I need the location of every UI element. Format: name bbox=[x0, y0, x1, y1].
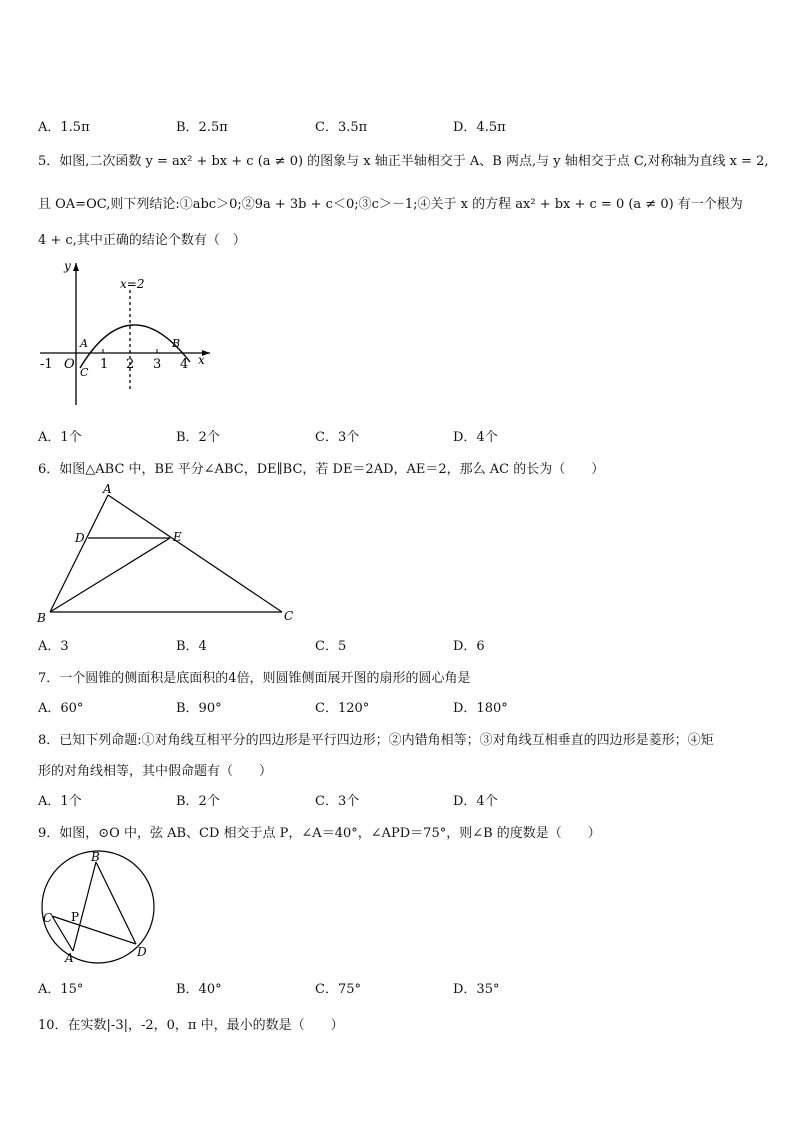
tick-1: 1 bbox=[100, 357, 109, 372]
q5-line2: 且 OA=OC,则下列结论:①abc＞0;②9a + 3b + c＜0;③c＞－1;④关于 x 的方程 ax² + bx + c = 0 (a ≠ 0) 有一个根为 bbox=[38, 197, 743, 212]
axis-x-label: x bbox=[198, 353, 205, 367]
point-b: B bbox=[37, 611, 46, 625]
triangle-figure bbox=[30, 478, 310, 628]
option-b: B．90° bbox=[176, 701, 222, 716]
q8-line2: 形的对角线相等，其中假命题有（ ） bbox=[38, 764, 273, 779]
q8-line1: 8．已知下列命题:①对角线互相平分的四边形是平行四边形；②内错角相等；③对角线互相垂直的四边形是菱形；④矩 bbox=[38, 733, 714, 748]
point-b: B bbox=[91, 850, 100, 864]
option-d: D．4.5π bbox=[453, 120, 506, 135]
q7-text: 7．一个圆锥的侧面积是底面积的4倍，则圆锥侧面展开图的扇形的圆心角是 bbox=[38, 671, 471, 686]
option-a: A．60° bbox=[38, 701, 84, 716]
origin-label: O bbox=[64, 357, 75, 372]
point-a-label: A bbox=[80, 337, 88, 350]
point-a: A bbox=[103, 482, 112, 496]
chord-cd bbox=[52, 916, 136, 944]
option-a: A．1个 bbox=[38, 430, 82, 445]
option-a: A．1个 bbox=[38, 794, 82, 809]
point-c: C bbox=[43, 911, 53, 925]
q5-line3: 4 + c,其中正确的结论个数有（ ） bbox=[38, 233, 246, 248]
option-d: D．4个 bbox=[453, 794, 498, 809]
option-d: D．180° bbox=[453, 701, 508, 716]
point-c-label: C bbox=[80, 366, 89, 379]
point-b-label: B bbox=[172, 337, 181, 350]
segment-bd bbox=[96, 862, 136, 944]
option-a: A．1.5π bbox=[38, 120, 90, 135]
point-p: P bbox=[71, 910, 80, 924]
tick-4: 4 bbox=[180, 357, 189, 372]
point-a: A bbox=[65, 951, 74, 965]
option-b: B．4 bbox=[176, 639, 207, 654]
tick-3: 3 bbox=[153, 357, 162, 372]
chord-ab bbox=[73, 862, 96, 951]
option-d: D．35° bbox=[453, 982, 500, 997]
side-ac bbox=[108, 495, 282, 612]
axis-y-label: y bbox=[64, 259, 71, 273]
parabola-figure bbox=[38, 255, 218, 415]
option-c: C．5 bbox=[315, 639, 347, 654]
option-d: D．6 bbox=[453, 639, 485, 654]
option-c: C．3个 bbox=[315, 430, 360, 445]
circle-figure bbox=[38, 848, 168, 968]
option-b: B．2个 bbox=[176, 430, 220, 445]
q9-text: 9．如图，⊙O 中，弦 AB、CD 相交于点 P，∠A＝40°，∠APD＝75°，则∠B 的度数是（ ） bbox=[38, 826, 601, 841]
option-c: C．3个 bbox=[315, 794, 360, 809]
option-a: A．15° bbox=[38, 982, 84, 997]
point-d: D bbox=[137, 945, 147, 959]
tick-2: 2 bbox=[126, 357, 135, 372]
q6-text: 6．如图△ABC 中，BE 平分∠ABC，DE∥BC，若 DE＝2AD，AE＝2，那么 AC 的长为（ ） bbox=[38, 462, 605, 477]
option-b: B．2个 bbox=[176, 794, 220, 809]
tick-neg1: -1 bbox=[40, 357, 53, 372]
option-d: D．4个 bbox=[453, 430, 498, 445]
point-c: C bbox=[284, 609, 294, 623]
option-c: C．3.5π bbox=[315, 120, 368, 135]
option-a: A．3 bbox=[38, 639, 69, 654]
point-d: D bbox=[75, 531, 85, 545]
segment-ca bbox=[52, 916, 73, 951]
symmetry-label: x=2 bbox=[120, 277, 145, 291]
option-c: C．75° bbox=[315, 982, 361, 997]
q5-line1: 5．如图,二次函数 y = ax² + bx + c (a ≠ 0) 的图象与 x 轴正半轴相交于 A、B 两点,与 y 轴相交于点 C,对称轴为直线 x = 2, bbox=[38, 154, 769, 169]
option-c: C．120° bbox=[315, 701, 370, 716]
q10-text: 10．在实数|-3|，-2，0，π 中，最小的数是（ ） bbox=[38, 1018, 344, 1033]
option-b: B．2.5π bbox=[176, 120, 228, 135]
point-e: E bbox=[173, 530, 182, 544]
y-axis-arrow bbox=[73, 263, 79, 271]
option-b: B．40° bbox=[176, 982, 222, 997]
